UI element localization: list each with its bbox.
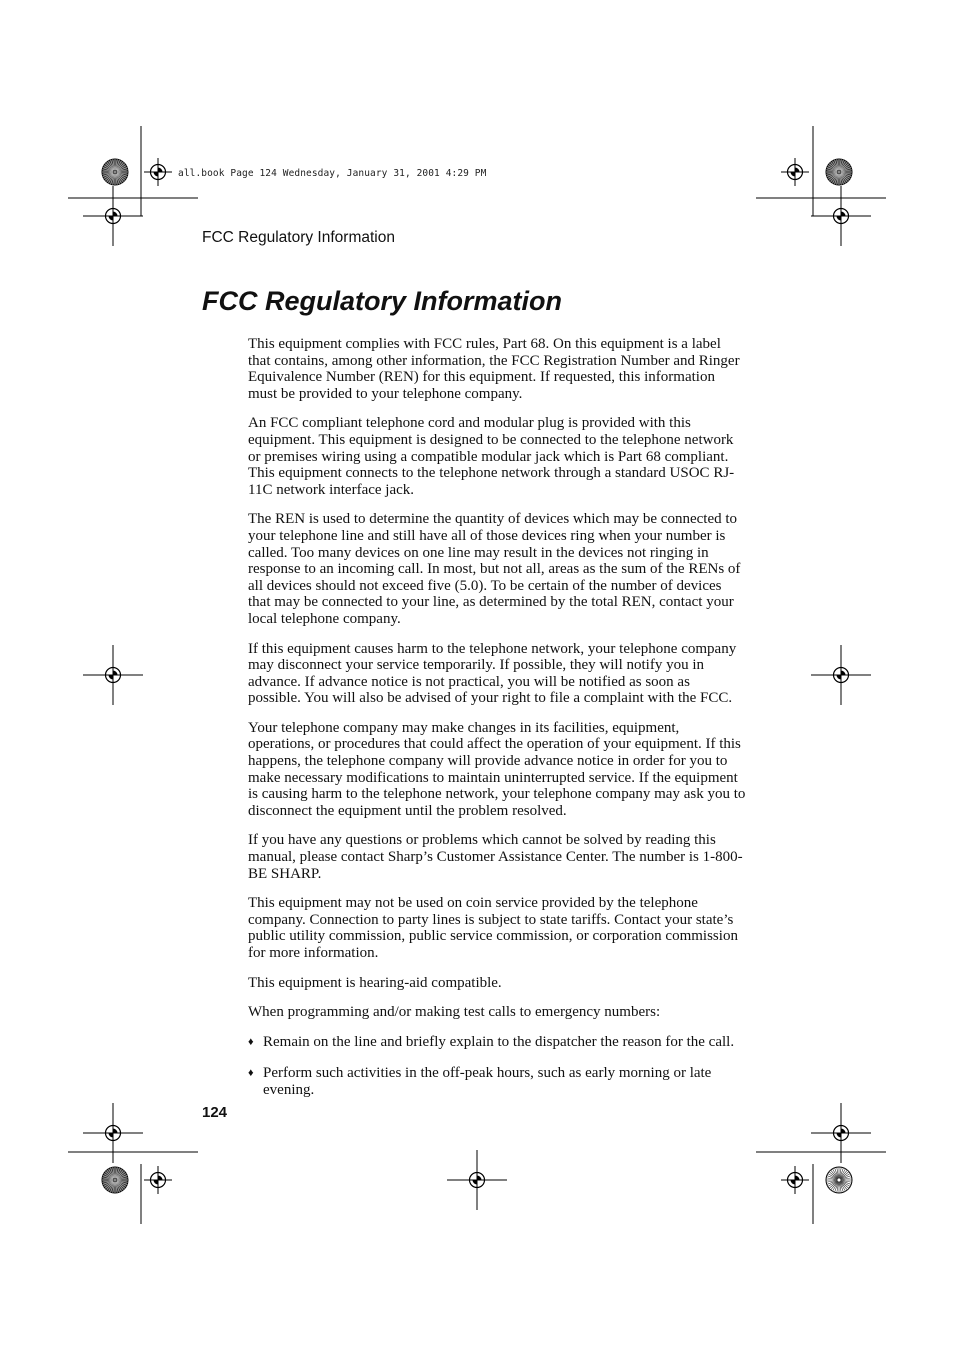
registration-mark-icon xyxy=(83,186,143,246)
registration-mark-icon xyxy=(811,1103,871,1163)
running-header: FCC Regulatory Information xyxy=(202,229,395,246)
list-item-text: Perform such activities in the off-peak hours, such as early morning or late evening. xyxy=(263,1065,712,1098)
paragraph-cord-and-plug: An FCC compliant telephone cord and modular plug is provided with this equipment. This equipment is designed to be connected to the telephone network or premises wiring using a compatible modular jack which is Part 68 compliant. This equipment connects to the telephone network through a standard USOC RJ-11C network interface jack. xyxy=(248,415,735,498)
paragraph-emergency-intro: When programming and/or making test calls to emergency numbers: xyxy=(248,1004,661,1021)
list-item xyxy=(248,1034,746,1051)
body-text xyxy=(248,336,746,1114)
registration-mark-icon xyxy=(144,1166,172,1194)
page-title: FCC Regulatory Information xyxy=(202,286,563,316)
page-number: 124 xyxy=(202,1104,228,1121)
registration-mark-icon xyxy=(83,1103,143,1163)
list-item-text: Remain on the line and briefly explain to the dispatcher the reason for the call. xyxy=(263,1033,735,1050)
emergency-bullet-list xyxy=(248,1034,746,1099)
registration-mark-icon xyxy=(144,158,172,186)
list-item xyxy=(248,1065,746,1098)
paragraph-harm-to-network: If this equipment causes harm to the telephone network, your telephone company may disconnect your service temporarily. If possible, they will notify you in advance. If advance notice is not practical, you will be notified as soon as possible. You will also be advised of your right to file a complaint with the FCC. xyxy=(248,640,737,707)
registration-mark-icon xyxy=(811,645,871,705)
paragraph-customer-assistance: If you have any questions or problems which cannot be solved by reading this manual, please contact Sharp’s Customer Assistance Center. The number is 1-800-BE SHARP. xyxy=(248,832,743,882)
diamond-bullet-icon: ♦ xyxy=(248,1067,254,1080)
starburst-target-icon xyxy=(826,1167,852,1193)
paragraph-ren: The REN is used to determine the quantity of devices which may be connected to your telephone line and still have all of those devices ring when your number is called. Too many devices on one line may result in the devices not ringing in response to an incoming call. In most, but not all, areas as the sum of the RENs of all devices should not exceed five (5.0). To be certain of the number of devices that may be connected to your line, as determined by the total REN, contact your local telephone company. xyxy=(248,511,741,627)
paragraph-fcc-part-68: This equipment complies with FCC rules, Part 68. On this equipment is a label that contains, among other information, the FCC Registration Number and Ringer Equivalence Number (REN) for this equipment. If requested, this information must be provided to your telephone company. xyxy=(248,336,740,402)
starburst-target-icon xyxy=(102,159,128,185)
paragraph-company-changes: Your telephone company may make changes in its facilities, equipment, operations, or procedures that could affect the operation of your equipment. If this happens, the telephone company will provide advance notice in order for you to make necessary modifications to maintain uninterrupted service. If the equipment is causing harm to the telephone network, your telephone company may ask you to disconnect the equipment until the problem resolved. xyxy=(248,719,746,819)
registration-mark-icon xyxy=(811,186,871,246)
registration-mark-icon xyxy=(447,1150,507,1210)
registration-mark-icon xyxy=(781,158,809,186)
starburst-target-icon xyxy=(102,1167,128,1193)
registration-mark-icon xyxy=(83,645,143,705)
diamond-bullet-icon: ♦ xyxy=(248,1035,254,1048)
starburst-target-icon xyxy=(826,159,852,185)
paragraph-coin-service: This equipment may not be used on coin service provided by the telephone company. Connection to party lines is subject to state tariffs. Contact your state’s public utility commission, public service commission, or corporation commission for more information. xyxy=(248,895,738,961)
registration-mark-icon xyxy=(781,1166,809,1194)
paragraph-hearing-aid: This equipment is hearing-aid compatible. xyxy=(248,974,502,991)
print-slug: all.book Page 124 Wednesday, January 31, 2001 4:29 PM xyxy=(178,168,487,179)
